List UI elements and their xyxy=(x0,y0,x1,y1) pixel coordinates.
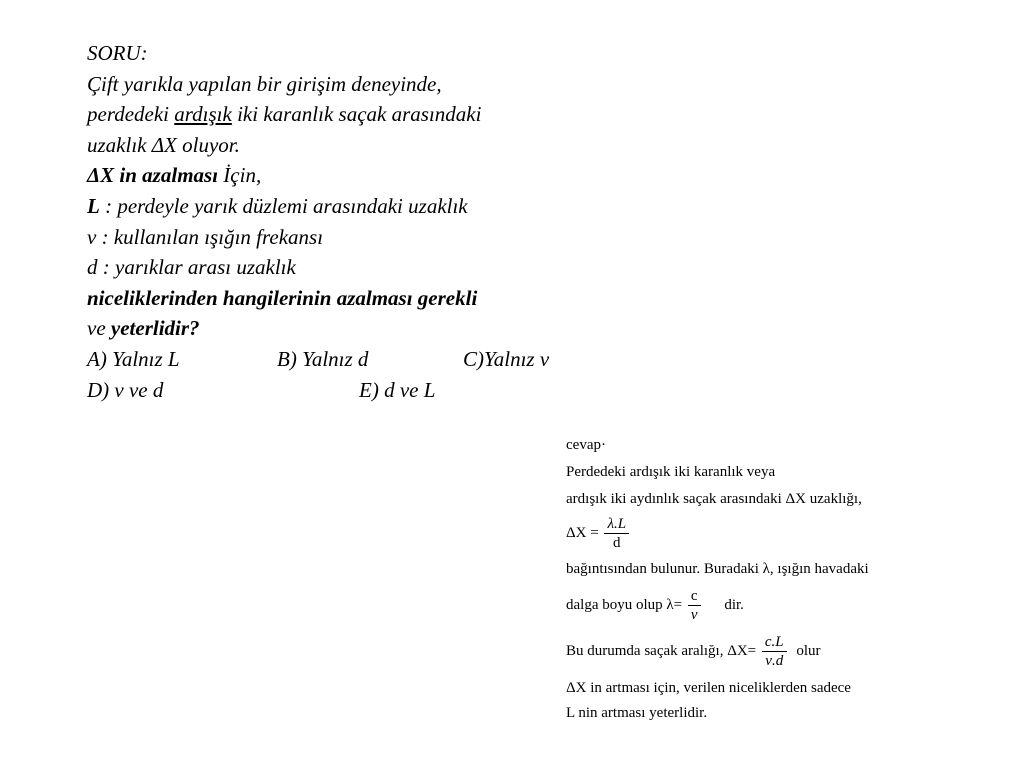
answer-line-2: ardışık iki aydınlık saçak arasındaki ΔX uzaklığı, xyxy=(566,491,862,507)
equation-1 xyxy=(566,515,631,552)
question-line-4-bold: ΔX in azalması xyxy=(87,163,219,188)
question-line-8 xyxy=(87,283,607,314)
question-line-7: d : yarıklar arası uzaklık xyxy=(87,255,296,280)
question-line-2-pre: perdedeki xyxy=(87,102,175,127)
question-line-9 xyxy=(87,313,607,344)
question-line-5 xyxy=(87,191,607,222)
question-line-5-bold: L xyxy=(87,193,100,218)
answer-line-5-pre: Bu durumda saçak aralığı, ΔX= xyxy=(566,642,757,659)
question-line-5-post: : perdeyle yarık düzlemi arasındaki uzaklık xyxy=(99,193,468,218)
fraction-numerator: c.L xyxy=(764,634,784,650)
question-line-9-bold: yeterlidir? xyxy=(110,316,200,341)
question-label: SORU: xyxy=(87,41,148,65)
fraction-numerator: c xyxy=(690,588,698,604)
answer-line-7: L nin artması yeterlidir. xyxy=(566,705,708,721)
answer-line-3: bağıntısından bulunur. Buradaki λ, ışığın havadaki xyxy=(566,561,869,577)
question-line-8-bold: niceliklerinden hangilerinin azalması gerekli xyxy=(87,285,478,310)
question-line-2 xyxy=(87,99,607,130)
question-line-2-post: iki karanlık saçak arasındaki xyxy=(231,102,482,127)
fraction-c-over-nu xyxy=(688,587,701,624)
answer-line-5-post: olur xyxy=(796,642,821,659)
equation-1-lhs: ΔX = xyxy=(566,524,599,541)
answer-line-4-pre: dalga boyu olup λ= xyxy=(566,596,683,613)
fraction-lambda-l-over-d xyxy=(604,515,629,552)
options-row-2 xyxy=(87,375,607,406)
question-line-3: uzaklık ΔX oluyor. xyxy=(87,132,240,157)
equation-2-line xyxy=(566,587,744,624)
option-c: C)Yalnız v xyxy=(463,346,550,371)
options-row-1 xyxy=(87,344,607,375)
question-block xyxy=(87,38,607,405)
answer-line-4-post: dir. xyxy=(724,596,744,613)
fraction-denominator: ν xyxy=(688,605,701,624)
answer-label: cevap· xyxy=(566,437,606,453)
question-line-6: v : kullanılan ışığın frekansı xyxy=(87,224,324,249)
fraction-cl-over-nud xyxy=(762,633,787,670)
question-line-4-post: İçin, xyxy=(218,163,262,188)
option-b: B) Yalnız d xyxy=(277,346,369,371)
equation-3-line xyxy=(566,633,821,670)
question-line-4 xyxy=(87,160,607,191)
option-d: D) v ve d xyxy=(87,377,164,402)
fraction-denominator: ν.d xyxy=(762,651,787,670)
option-a: A) Yalnız L xyxy=(87,346,180,371)
fraction-numerator: λ.L xyxy=(607,516,627,532)
underlined-word: ardışık xyxy=(174,102,232,127)
option-e: E) d ve L xyxy=(359,377,436,402)
answer-line-6: ΔX in artması için, verilen niceliklerden sadece xyxy=(566,680,851,696)
question-line-1: Çift yarıkla yapılan bir girişim deneyinde, xyxy=(87,71,442,96)
question-line-9-pre: ve xyxy=(87,316,111,341)
answer-line-1: Perdedeki ardışık iki karanlık veya xyxy=(566,464,776,480)
fraction-denominator: d xyxy=(604,533,629,552)
